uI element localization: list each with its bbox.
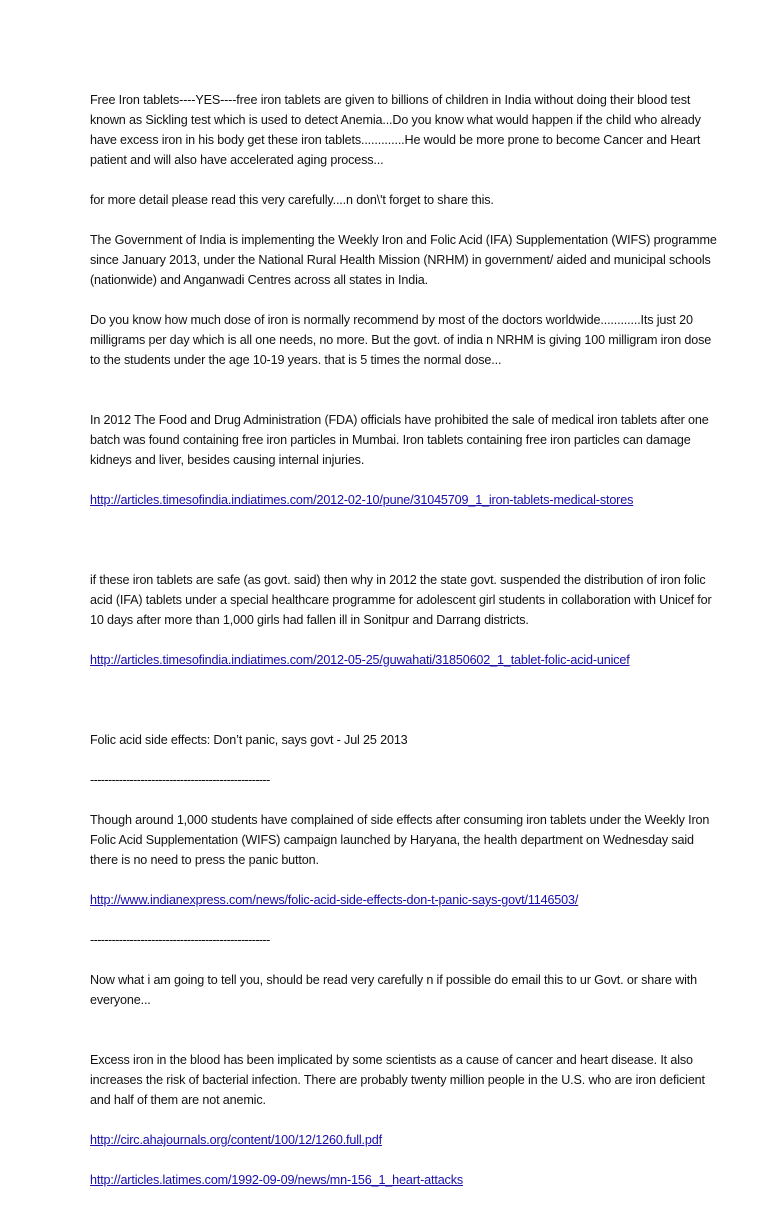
paragraph-excess-iron: Excess iron in the blood has been implicated by some scientists as a cause of cancer and heart disease. It also increases the risk of bacterial infection. There are probably twenty million people in the U.S. who are iron deficient and half of them are not anemic. [90, 1053, 705, 1107]
link-times-of-india-pune[interactable]: http://articles.timesofindia.indiatimes.com/2012-02-10/pune/31045709_1_iron-tablets-medical-stores [90, 493, 634, 507]
link-la-times[interactable]: http://articles.latimes.com/1992-09-09/news/mn-156_1_heart-attacks [90, 1173, 463, 1187]
section-excess-iron [90, 1030, 720, 1210]
link-aha-journals[interactable]: http://circ.ahajournals.org/content/100/12/1260.full.pdf [90, 1133, 382, 1147]
paragraph-iron-dose: Do you know how much dose of iron is normally recommend by most of the doctors worldwide............Its just 20 milligrams per day which is all one needs, no more. But the govt. of india n NRHM is giving 100 milligram iron dose to the students under the age 10-19 years. that is 5 times the normal dose... [90, 313, 712, 367]
paragraph-free-iron-tablets: Free Iron tablets----YES----free iron tablets are given to billions of children in India without doing their blood test known as Sickling test which is used to detect Anemia...Do you know what would happen if the child who already have excess iron in his body get these iron tablets.............He would be more prone to become Cancer and Heart patient and will also have accelerated aging process... [90, 93, 701, 167]
paragraph-students-complaints: Though around 1,000 students have complained of side effects after consuming iron tablets under the Weekly Iron Folic Acid Supplementation (WIFS) campaign launched by Haryana, the health department on Wednesday said there is no need to press the panic button. [90, 813, 710, 867]
paragraph-ifa-suspension: if these iron tablets are safe (as govt. said) then why in 2012 the state govt. suspended the distribution of iron folic acid (IFA) tablets under a special healthcare programme for adolescent girl students in collaboration with Unicef for 10 days after more than 1,000 girls had fallen ill in Sonitpur and Darrang districts. [90, 573, 712, 627]
document-page [90, 90, 720, 1230]
heading-folic-acid-side-effects: Folic acid side effects: Don’t panic, says govt - Jul 25 2013 [90, 733, 408, 747]
section-ifa-suspension [90, 550, 720, 690]
paragraph-share-note: for more detail please read this very carefully....n don\'t forget to share this. [90, 193, 494, 207]
section-folic-acid-side-effects [90, 710, 720, 970]
divider-dashes-top: -------------------------------------------------- [90, 773, 270, 787]
link-times-of-india-guwahati[interactable]: http://articles.timesofindia.indiatimes.com/2012-05-25/guwahati/31850602_1_tablet-folic-acid-unicef [90, 653, 630, 667]
divider-dashes-bottom: -------------------------------------------------- [90, 933, 270, 947]
section-fda-prohibition [90, 390, 720, 530]
paragraph-wifs-programme: The Government of India is implementing the Weekly Iron and Folic Acid (IFA) Supplementation (WIFS) programme since January 2013, under the National Rural Health Mission (NRHM) in government/ aided and municipal schools (nationwide) and Anganwadi Centres across all states in India. [90, 233, 717, 287]
link-indian-express[interactable]: http://www.indianexpress.com/news/folic-acid-side-effects-don-t-panic-says-govt/1146503/ [90, 893, 579, 907]
paragraph-fda-prohibition: In 2012 The Food and Drug Administration (FDA) officials have prohibited the sale of medical iron tablets after one batch was found containing free iron particles in Mumbai. Iron tablets containing free iron particles can damage kidneys and liver, besides causing internal injuries. [90, 413, 709, 467]
paragraph-read-carefully: Now what i am going to tell you, should be read very carefully n if possible do email this to ur Govt. or share with everyone... [90, 973, 697, 1007]
